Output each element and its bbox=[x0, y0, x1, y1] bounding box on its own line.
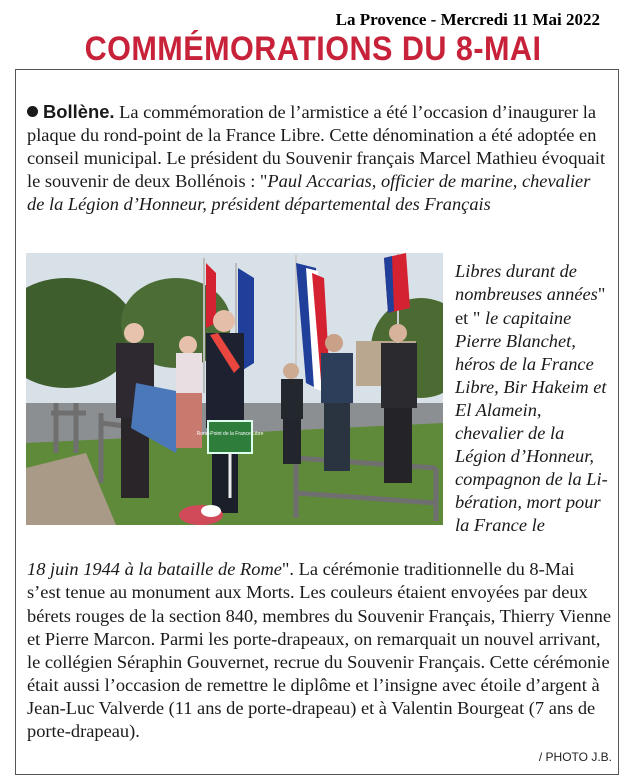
article-lead bbox=[27, 100, 611, 216]
bullet-icon bbox=[27, 106, 38, 117]
headline: COMMÉMORATIONS DU 8-MAI bbox=[84, 30, 542, 68]
column-quote-1: Libres durant de nombreuses années bbox=[455, 261, 598, 305]
ceremony-illustration bbox=[26, 253, 443, 525]
lead-text: La commémoration de l’armistice a été l’occasion d’inaugurer la plaque du rond-point de la France Libre. Cette dénomination a été adoptée en conseil municipal. Le président du Souvenir français Marcel Mathieu évoquait le souvenir de deux Bollénois : " bbox=[27, 102, 606, 192]
kicker: Bollène. bbox=[43, 101, 115, 122]
tail-text: ". La cérémonie traditionnelle du 8-Mai s’est tenue au monument aux Morts. Les couleurs étaient envoyées par deux bérets rouges de la section 840, membres du Souvenir Français, Thierry Vienne et Pierre Marcon. Parmi les porte-drapeaux, on remarquait un nouvel arrivant, le collégien Séraphin Gouvernet, recrue du Souvenir Français. Cette cérémonie était aussi l’occasion de remettre le diplôme et l’insigne avec étoile d’argent à Jean-Luc Valverde (11 ans de porte-drapeau) et à Valentin Bourgeat (7 ans de porte-drapeau). bbox=[27, 559, 612, 742]
ceremony-photo bbox=[26, 253, 443, 525]
tail-quote: 18 juin 1944 à la bataille de Rome bbox=[27, 559, 282, 580]
column-quote-2: le capitaine Pierre Blanchet, héros de la France Libre, Bir Hakeim et El Alamein, chevalier de la Légion d’Honneur, compagnon de la Libération, mort pour la France le bbox=[455, 307, 608, 536]
column-connector: " et " bbox=[455, 284, 606, 328]
article-right-column bbox=[455, 242, 613, 556]
plaque-text: Rond-Point de la France Libre bbox=[196, 431, 264, 437]
lead-quote: Paul Accarias, officier de marine, chevalier de la Légion d’Honneur, président départemental des Français bbox=[27, 171, 591, 215]
masthead: La Provence - Mercredi 11 Mai 2022 bbox=[335, 10, 600, 29]
photo-credit: / PHOTO J.B. bbox=[538, 750, 612, 764]
article-continuation bbox=[27, 540, 611, 762]
